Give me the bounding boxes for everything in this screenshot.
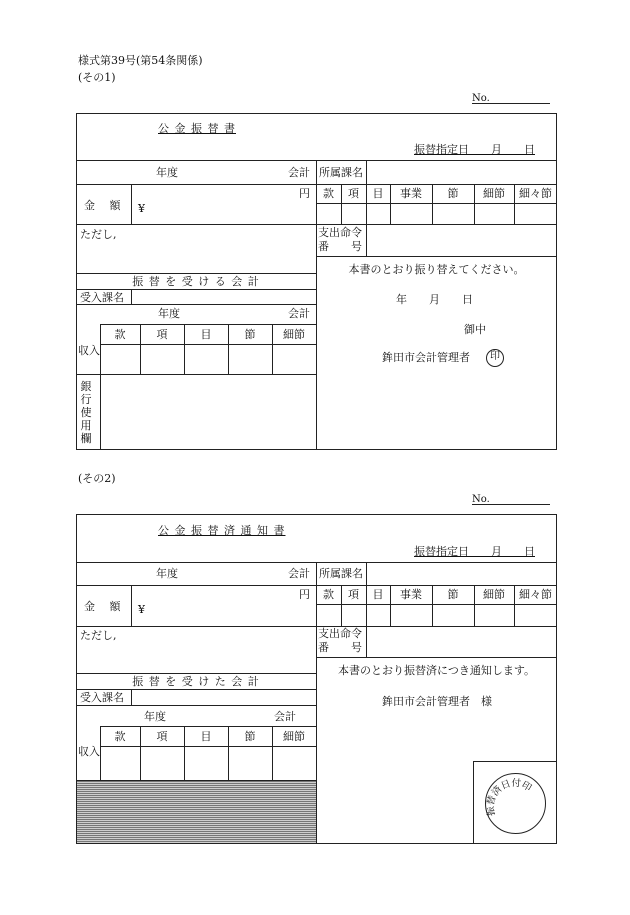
- form2-recv-col-moku: 目: [200, 730, 212, 743]
- form2-col-saisetsu: 細節: [483, 588, 505, 601]
- form1-proviso: ただし,: [80, 228, 117, 241]
- form2-receiving-account: 振 替 を 受 け た 会 計: [132, 675, 260, 688]
- form1-recv-col-kan: 款: [114, 328, 126, 341]
- form2-order-no-1: 支出命令: [318, 627, 362, 640]
- form1-col-kan: 款: [323, 187, 334, 200]
- form2-recv-col-setsu: 節: [244, 730, 256, 743]
- form2-dept-label: 所属課名: [319, 567, 363, 580]
- form2-col-moku: 目: [372, 588, 384, 601]
- form2-fiscal-year: 年度: [156, 567, 178, 580]
- form2-proviso: ただし,: [80, 629, 117, 642]
- form1-col-setsu: 節: [447, 187, 459, 200]
- form1-request-text: 本書のとおり振り替えてください。: [348, 263, 525, 276]
- form1-order-no-2: 番 号: [318, 240, 362, 253]
- form2-recv-col-kou: 項: [156, 730, 168, 743]
- form1-seal: 印: [490, 351, 500, 362]
- form1-recv-account: 会計: [288, 307, 310, 320]
- form2-designation-date: 振替指定日 月 日: [414, 545, 535, 558]
- form2-col-setsu: 節: [447, 588, 459, 601]
- form1-recv-col-moku: 目: [200, 328, 212, 341]
- form1-bank-use-label: 銀 行 使 用 欄: [80, 380, 92, 445]
- form1-col-saisaisetsu: 細々節: [519, 187, 552, 200]
- form2-title: 公 金 振 替 済 通 知 書: [158, 524, 286, 537]
- form2-account: 会計: [288, 567, 310, 580]
- form2-revenue-label: 収入: [78, 745, 100, 758]
- form-number: 様式第39号(第54条関係): [78, 54, 203, 67]
- form2-recv-col-kan: 款: [114, 730, 126, 743]
- form1-col-jigyo: 事業: [400, 187, 422, 200]
- form1-receiving-dept: 受入課名: [80, 291, 124, 304]
- form1-title: 公 金 振 替 書: [158, 122, 236, 135]
- form2-hatched-area: [77, 781, 316, 843]
- form1-recv-col-saisetsu: 細節: [283, 328, 305, 341]
- form2-col-saisaisetsu: 細々節: [519, 588, 552, 601]
- date-stamp-icon: [485, 773, 544, 832]
- form1-recv-col-setsu: 節: [244, 328, 256, 341]
- form2-recv-account: 会計: [274, 710, 296, 723]
- form2-yen-unit: 円: [299, 588, 310, 601]
- form1-dept-label: 所属課名: [319, 166, 363, 179]
- no-label-2: No.: [472, 494, 490, 505]
- form2-col-kou: 項: [348, 588, 359, 601]
- form1-recv-col-kou: 項: [156, 328, 168, 341]
- form2-recv-col-saisetsu: 細節: [283, 730, 305, 743]
- form2-treasurer: 鉾田市会計管理者 様: [382, 695, 492, 708]
- no-label-1: No.: [472, 93, 490, 104]
- form1-treasurer: 鉾田市会計管理者: [382, 351, 470, 364]
- part2-label: (その2): [78, 472, 116, 485]
- form1-receiving-account: 振 替 を 受 け る 会 計: [132, 275, 260, 288]
- form2-yen-mark: ¥: [138, 603, 145, 616]
- form1-date: 年 月 日: [396, 293, 473, 306]
- form1-fiscal-year: 年度: [156, 166, 178, 179]
- form2-order-no-2: 番 号: [318, 641, 362, 654]
- form1-yen-unit: 円: [299, 187, 310, 200]
- form1-col-moku: 目: [372, 187, 384, 200]
- form1-col-kou: 項: [348, 187, 359, 200]
- form1-col-saisetsu: 細節: [483, 187, 505, 200]
- form2-notice-text: 本書のとおり振替済につき通知します。: [338, 664, 535, 677]
- svg-text:振替済日付印: [485, 777, 534, 817]
- form1-amount-label: 金 額: [84, 199, 121, 212]
- form1-account: 会計: [288, 166, 310, 179]
- form1-revenue-label: 収入: [78, 344, 100, 357]
- form2-col-jigyo: 事業: [400, 588, 422, 601]
- form2-amount-label: 金 額: [84, 600, 121, 613]
- part1-label: (その1): [78, 71, 116, 84]
- form2-recv-fiscal-year: 年度: [144, 710, 166, 723]
- form1-recv-fiscal-year: 年度: [158, 307, 180, 320]
- form2-col-kan: 款: [323, 588, 334, 601]
- form2-stamp-text: 振替済日付印: [485, 777, 534, 817]
- form1-yen-mark: ¥: [138, 202, 145, 215]
- form2-receiving-dept: 受入課名: [80, 691, 124, 704]
- form1-order-no-1: 支出命令: [318, 226, 362, 239]
- no-line-2: [472, 504, 550, 505]
- no-line-1: [472, 103, 550, 104]
- form1-addressee: 御中: [464, 323, 486, 336]
- form1-designation-date: 振替指定日 月 日: [414, 143, 535, 156]
